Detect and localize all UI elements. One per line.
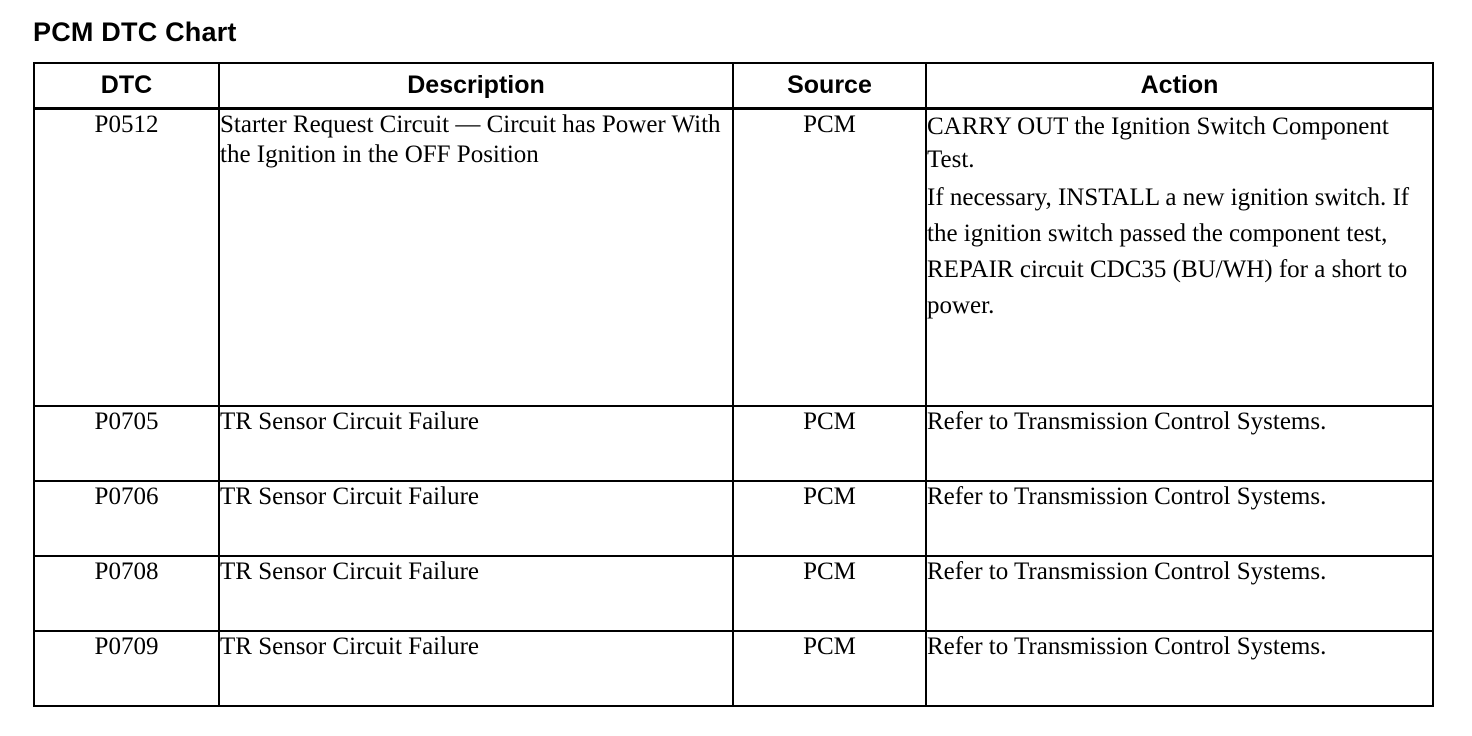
dtc-description: TR Sensor Circuit Failure xyxy=(219,556,733,631)
dtc-code: P0705 xyxy=(34,406,219,481)
dtc-action: Refer to Transmission Control Systems. xyxy=(926,481,1433,556)
dtc-source: PCM xyxy=(733,556,926,631)
dtc-description: TR Sensor Circuit Failure xyxy=(219,406,733,481)
table-header-row xyxy=(34,63,1433,108)
dtc-code: P0706 xyxy=(34,481,219,556)
table-row xyxy=(34,556,1433,631)
dtc-action: Refer to Transmission Control Systems. xyxy=(926,556,1433,631)
dtc-code: P0709 xyxy=(34,631,219,706)
dtc-action: Refer to Transmission Control Systems. xyxy=(926,406,1433,481)
dtc-source: PCM xyxy=(733,406,926,481)
header-dtc: DTC xyxy=(34,63,219,108)
dtc-description: TR Sensor Circuit Failure xyxy=(219,631,733,706)
table-row xyxy=(34,406,1433,481)
dtc-action: Refer to Transmission Control Systems. xyxy=(926,631,1433,706)
action-step-2: If necessary, INSTALL a new ignition switch. If the ignition switch passed the component test, REPAIR circuit CDC35 (BU/WH) for a short to power. xyxy=(927,183,1410,319)
dtc-source: PCM xyxy=(733,631,926,706)
dtc-code: P0512 xyxy=(34,108,219,406)
page-title: PCM DTC Chart xyxy=(33,17,237,47)
dtc-source: PCM xyxy=(733,108,926,406)
dtc-action xyxy=(926,108,1433,406)
header-description: Description xyxy=(219,63,733,108)
dtc-description: Starter Request Circuit — Circuit has Power With the Ignition in the OFF Position xyxy=(219,108,733,406)
header-action: Action xyxy=(926,63,1433,108)
header-source: Source xyxy=(733,63,926,108)
table-row xyxy=(34,108,1433,406)
dtc-code: P0708 xyxy=(34,556,219,631)
table-row xyxy=(34,481,1433,556)
action-step-1: CARRY OUT the Ignition Switch Component Test. xyxy=(927,112,1389,173)
table-row xyxy=(34,631,1433,706)
dtc-source: PCM xyxy=(733,481,926,556)
dtc-table xyxy=(33,62,1434,707)
dtc-description: TR Sensor Circuit Failure xyxy=(219,481,733,556)
